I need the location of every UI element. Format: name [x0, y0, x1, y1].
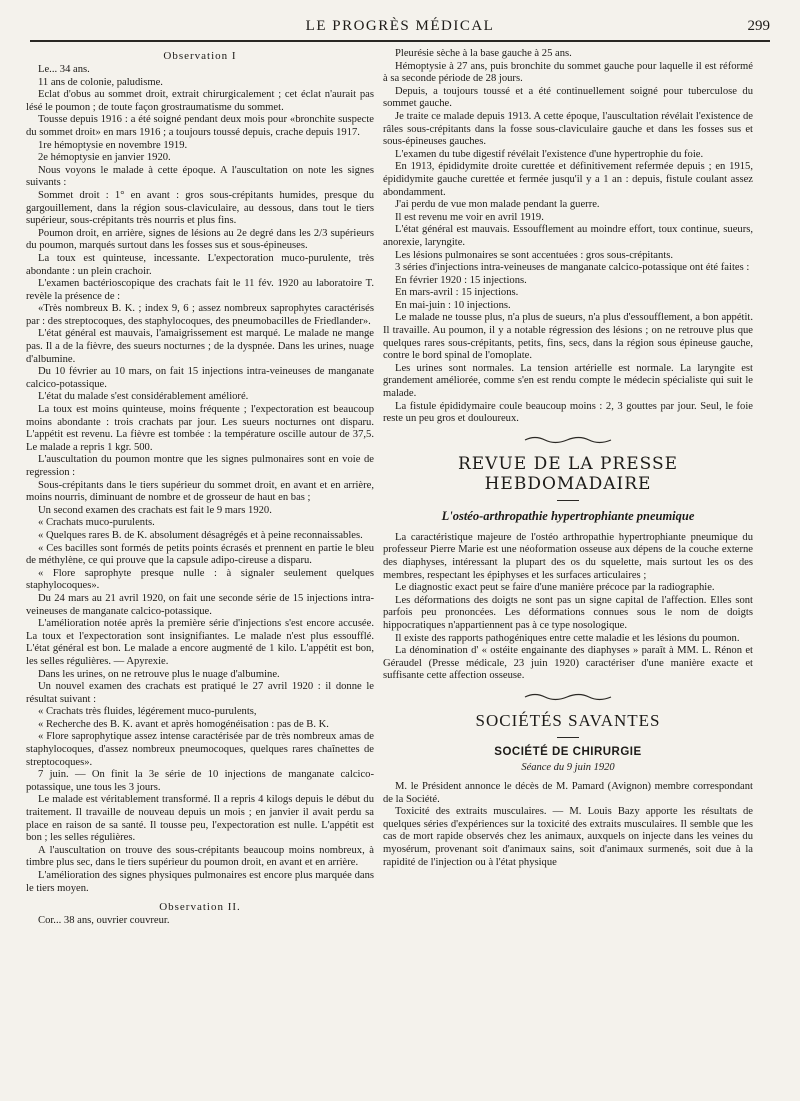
observation-1-body — [26, 64, 374, 895]
paragraph: L'examen du tube digestif révélait l'existence d'une hypertrophie du foie. — [395, 148, 704, 160]
left-column — [26, 48, 374, 928]
paragraph: Il est revenu me voir en avril 1919. — [395, 211, 544, 223]
paragraph: « Ces bacilles sont formés de petits points écrasés et prennent en partie le bleu de méthylène, ce qui prouve que la capsule adipo-cireuse a disparu. — [26, 542, 374, 567]
paragraph: Le malade est véritablement transformé. Il a repris 4 kilogs depuis le début du traitement. Il travaille de nouveau depuis un mois ; en janvier il avait perdu sa place en raison de sa santé. Il tousse peu, l'expectoration est nulle. L'appétit est bon ; les selles régulières. — [26, 794, 374, 844]
paragraph: La toux est quinteuse, incessante. L'expectoration muco-purulente, très abondante : un plein crachoir. — [26, 252, 374, 277]
paragraph: En 1913, épididymite droite curettée et définitivement refermée depuis ; en 1915, épididymite gauche curettée et fermée jusqu'il y a 1 an : depuis, fistule coulant assez abondamment. — [383, 161, 753, 198]
paragraph: L'état général est mauvais, l'amaigrissement est marqué. Le malade ne mange pas. Il a de la fièvre, des sueurs nocturnes ; de la dyspnée. Dans les urines, nuage d'albumine. — [26, 328, 374, 365]
paragraph: Sous-crépitants dans le tiers supérieur du sommet droit, en avant et en arrière, moins nourris, diminuant de nombre et de grosseur de haut en bas ; — [26, 479, 374, 504]
paragraph: 1re hémoptysie en novembre 1919. — [38, 139, 188, 151]
paragraph: L'amélioration notée après la première série d'injections s'est encore accusée. La toux et l'expectoration sont insignifiantes. Le malade n'est plus essoufflé. L'état général est bon. Le malade a encore augmenté de 1 kilo. L'appétit est bon, les selles régulières. — Apyrexie. — [26, 618, 374, 667]
title-rule-2 — [557, 737, 579, 738]
paragraph: La toux est moins quinteuse, moins fréquente ; l'expectoration est beaucoup moins abondante : trois crachats par jour. Les sueurs nocturnes ont disparu. L'appétit est revenu. La fièvre est tombée : la température oscille autour de 37,5. Le malade a repris 1 kgr. 500. — [26, 404, 374, 453]
paragraph: Pleurésie sèche à la base gauche à 25 ans. — [395, 48, 572, 59]
journal-title: LE PROGRÈS MÉDICAL — [305, 18, 495, 34]
paragraph: Du 24 mars au 21 avril 1920, on fait une seconde série de 15 injections intra-veineuses de manganate calcico-potassique. — [26, 592, 374, 617]
paragraph: Nous voyons le malade à cette époque. A l'auscultation on note les signes suivants : — [26, 164, 374, 189]
article-title: L'ostéo-arthropathie hypertrophiante pneumique — [441, 508, 695, 523]
paragraph: «Très nombreux B. K. ; index 9, 6 ; assez nombreux saprophytes caractérisés par : des streptocoques, des staphylocoques, des pneumobacilles de Friedlander». — [26, 303, 374, 327]
societes-section-title: SOCIÉTÉS SAVANTES — [475, 710, 661, 730]
paragraph: Cor... 38 ans, ouvrier couvreur. — [38, 915, 170, 927]
paragraph: Eclat d'obus au sommet droit, extrait chirurgicalement ; cet éclat n'aurait pas lésé le poumon ; de toute façon grostraumatisme du sommet. — [26, 89, 374, 113]
societe-body — [383, 781, 753, 869]
paragraph: Poumon droit, en arrière, signes de lésions au 2e degré dans les 2/3 supérieurs du poumon, marqués surtout dans les fosses sus et sous-épineuses. — [26, 227, 374, 252]
revue-section-title: REVUE DE LA PRESSE HEBDOMADAIRE — [457, 453, 679, 494]
section-separator-ornament — [523, 436, 613, 444]
header-rule — [30, 40, 770, 42]
paragraph: Les lésions pulmonaires se sont accentuées : gros sous-crépitants. — [395, 249, 674, 261]
paragraph: Le... 34 ans. — [38, 64, 90, 75]
paragraph: Sommet droit : 1° en avant : gros sous-crépitants humides, presque du gargouillement, dans la région sous-claviculaire, au dessous, dans tout le tiers supérieur, sous-crépitants très nourris et plus fins. — [26, 189, 374, 227]
paragraph: Le malade ne tousse plus, n'a plus de sueurs, n'a plus d'essoufflement, a bon appétit. Il travaille. Au poumon, il y a notable régression des lésions ; on ne retrouve plus que quelques rares sous-crépitants, petits, fins, secs, dans la région sous épineuse gauche, contre le bord spinal de l'omoplate. — [383, 312, 753, 362]
paragraph: La dénomination d' « ostéite engainante des diaphyses » paraît à MM. L. Rénon et Géraudel (Presse médicale, 23 juin 1920) caractériser d'une manière exacte et suffisante cette affection osseuse. — [383, 645, 753, 682]
paragraph: « Crachats très fluides, légérement muco-purulents, — [38, 706, 257, 718]
paragraph: L'amélioration des signes physiques pulmonaires est encore plus marquée dans le tiers moyen. — [26, 870, 374, 894]
paragraph: Du 10 février au 10 mars, on fait 15 injections intra-veineuses de manganate calcico-potassique. — [26, 366, 374, 390]
paragraph: 11 ans de colonie, paludisme. — [38, 76, 163, 88]
observation-1-heading: Observation I — [163, 50, 237, 62]
paragraph: « Quelques rares B. de K. absolument désagrégés et à peine reconnaissables. — [38, 529, 363, 541]
section-separator-ornament-2 — [523, 693, 613, 701]
paragraph: L'auscultation du poumon montre que les signes pulmonaires sont en voie de regression : — [26, 454, 374, 478]
paragraph: Les urines sont normales. La tension artérielle est normale. La laryngite est grandement améliorée, comme s'en est rendu compte le médecin spécialiste qui suit le malade. — [383, 362, 753, 400]
paragraph: 3 séries d'injections intra-veineuses de manganate calcico-potassique ont été faites : — [395, 262, 750, 274]
paragraph: Un nouvel examen des crachats est pratiqué le 27 avril 1920 : il donne le résultat suivant : — [26, 681, 374, 705]
paragraph: Depuis, a toujours toussé et a été continuellement soigné pour tuberculose du sommet gauche. — [383, 85, 753, 110]
paragraph: « Flore saprophyte presque nulle : à signaler seulement quelques staphylocoques». — [26, 567, 374, 592]
paragraph: L'état du malade s'est considérablement amélioré. — [38, 391, 249, 403]
paragraph: En mars-avril : 15 injections. — [395, 287, 519, 299]
paragraph: A l'auscultation on trouve des sous-crépitants beaucoup moins nombreux, à timbre plus sec, dans le tiers supérieur du poumon droit, en avant et en arrière. — [26, 844, 374, 869]
title-rule — [557, 500, 579, 501]
paragraph: Tousse depuis 1916 : a été soigné pendant deux mois pour «bronchite suspecte du sommet droit» en mars 1916 ; a toujours toussé depuis, crache depuis 1917. — [26, 114, 374, 138]
paragraph: 7 juin. — On finit la 3e série de 10 injections de manganate calcico-potassique, une tous les 3 jours. — [26, 769, 374, 793]
paragraph: « Flore saprophytique assez intense caractérisée par de très nombreux amas de staphylocoques, d'assez nombreux pneumocoques, quelques rares chaînettes de streptocoques». — [26, 731, 374, 768]
observation-2-heading: Observation II. — [159, 901, 241, 914]
paragraph: Il existe des rapports pathogéniques entre cette maladie et les lésions du poumon. — [395, 632, 740, 644]
paragraph: Je traite ce malade depuis 1913. A cette époque, l'auscultation révélait l'existence de râles sous-crépitants dans la fosse sous-claviculaire gauche et dans les fosses sus et sous-épineuses gauches. — [383, 110, 753, 148]
paragraph: « Crachats muco-purulents. — [38, 517, 155, 529]
paragraph: 2e hémoptysie en janvier 1920. — [38, 152, 171, 164]
paragraph: En février 1920 : 15 injections. — [395, 274, 527, 286]
paragraph: La fistule épididymaire coule beaucoup moins : 2, 3 gouttes par jour. Seul, le foie reste un peu gros et douloureux. — [383, 400, 753, 425]
paragraph: Dans les urines, on ne retrouve plus le nuage d'albumine. — [38, 668, 280, 680]
paragraph: Les déformations des doigts ne sont pas un signe capital de l'affection. Elles sont parfois peu prononcées. Les déformations connues sous le nom de doigts hippocratiques n'appartiennent pas à ce type nosologique. — [383, 594, 753, 631]
right-column — [383, 48, 753, 869]
paragraph: Toxicité des extraits musculaires. — M. Louis Bazy apporte les résultats de quelques séries d'expériences sur la toxicité des extraits musculaires. Il semble que les cas de mort rapide observés chez les animaux, auxquels on injecte dans les veines du myosérum, provenant soit d'animaux sains, soit d'animaux surmenés, soit due à la rapidité de l'injection ou à l'état physique — [383, 806, 753, 868]
paragraph: En mai-juin : 10 injections. — [395, 299, 511, 311]
paragraph: Un second examen des crachats est fait le 9 mars 1920. — [38, 504, 272, 516]
article-body — [383, 532, 753, 683]
paragraph: M. le Président annonce le décès de M. Pamard (Avignon) membre correspondant de la Société. — [383, 780, 753, 805]
societe-name: SOCIÉTÉ DE CHIRURGIE — [494, 745, 642, 758]
page-header — [30, 18, 770, 40]
paragraph: L'état général est mauvais. Essoufflement au moindre effort, toux continue, sueurs, anorexie, laryngite. — [383, 224, 753, 248]
paragraph: Le diagnostic exact peut se faire d'une manière précoce par la radiographie. — [395, 582, 715, 594]
paragraph: La caractéristique majeure de l'ostéo arthropathie hypertrophiante pneumique du professeur Pierre Marie est une néoformation osseuse aux dépens de la couche externe des diaphyses, intéressant la plupart des os du squelette, mais surtout les os des membres, respectant les épiphyses et les surfaces articulaires ; — [383, 531, 753, 581]
observation-2-intro — [26, 915, 374, 928]
page-number: 299 — [747, 18, 770, 34]
paragraph: « Recherche des B. K. avant et après homogénéisation : pas de B. K. — [38, 718, 329, 730]
seance-date: Séance du 9 juin 1920 — [521, 761, 615, 773]
observation-2-body — [383, 48, 753, 426]
paragraph: J'ai perdu de vue mon malade pendant la guerre. — [395, 199, 600, 211]
paragraph: L'examen bactérioscopique des crachats fait le 11 fév. 1920 au laboratoire T. revèle la présence de : — [26, 278, 374, 302]
paragraph: Hémoptysie à 27 ans, puis bronchite du sommet gauche pour laquelle il est réformé à sa seconde période de 28 jours. — [383, 60, 753, 85]
